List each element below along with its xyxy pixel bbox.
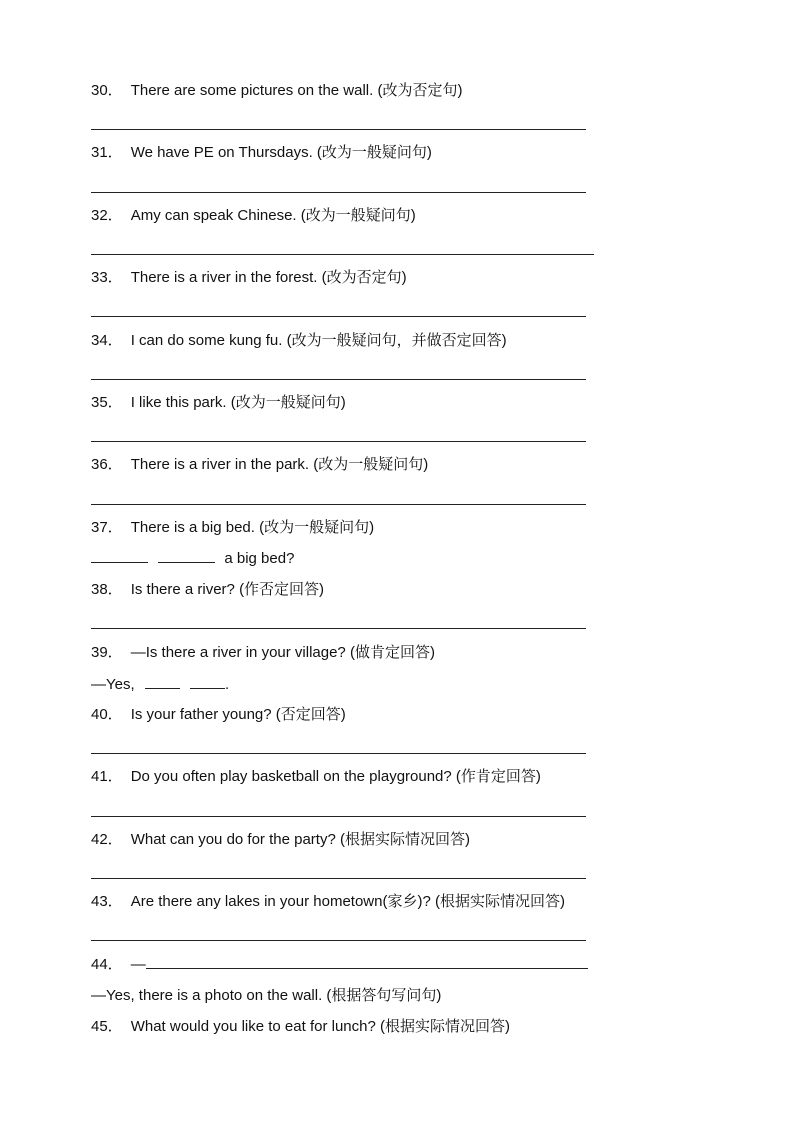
question-number: 37． bbox=[91, 519, 123, 536]
question-text: Is there a river? (作否定回答) bbox=[130, 581, 325, 598]
question-number: 30． bbox=[91, 82, 123, 99]
question-38 bbox=[91, 580, 324, 600]
question-text: — bbox=[130, 956, 146, 973]
answer-line-43[interactable] bbox=[91, 940, 586, 941]
question-number: 31． bbox=[91, 144, 123, 161]
question-41 bbox=[91, 767, 541, 787]
question-36 bbox=[91, 455, 428, 475]
question-number: 40． bbox=[91, 706, 123, 723]
blank-2[interactable] bbox=[158, 561, 215, 563]
question-number: 34． bbox=[91, 332, 123, 349]
question-number: 43． bbox=[91, 893, 123, 910]
reply-row-39 bbox=[91, 675, 229, 695]
question-43 bbox=[91, 892, 565, 912]
question-text: Is your father young? (否定回答) bbox=[130, 706, 346, 723]
answer-line-32[interactable] bbox=[91, 254, 594, 255]
question-text: There are some pictures on the wall. (改为否定句) bbox=[130, 82, 463, 99]
question-40 bbox=[91, 705, 346, 725]
answer-line-36[interactable] bbox=[91, 504, 586, 505]
question-33 bbox=[91, 268, 407, 288]
question-35 bbox=[91, 393, 346, 413]
reply-prefix: —Yes, bbox=[91, 676, 135, 693]
question-number: 44． bbox=[91, 956, 123, 973]
answer-line-34[interactable] bbox=[91, 379, 586, 380]
question-number: 39． bbox=[91, 644, 123, 661]
question-text: What would you like to eat for lunch? (根据实际情况回答) bbox=[130, 1018, 510, 1035]
question-text: We have PE on Thursdays. (改为一般疑问句) bbox=[130, 144, 432, 161]
question-number: 32． bbox=[91, 207, 123, 224]
blank-2[interactable] bbox=[190, 687, 225, 689]
question-number: 38． bbox=[91, 581, 123, 598]
answer-line-30[interactable] bbox=[91, 129, 586, 130]
question-45 bbox=[91, 1017, 510, 1037]
question-number: 35． bbox=[91, 394, 123, 411]
fill-blank-row-37 bbox=[91, 549, 294, 569]
question-30 bbox=[91, 81, 462, 101]
question-text: What can you do for the party? (根据实际情况回答) bbox=[130, 831, 470, 848]
question-blank-44[interactable] bbox=[146, 967, 588, 969]
question-number: 36． bbox=[91, 456, 123, 473]
question-text: Are there any lakes in your hometown(家乡)? (根据实际情况回答) bbox=[130, 893, 565, 910]
question-42 bbox=[91, 830, 470, 850]
question-number: 45． bbox=[91, 1018, 123, 1035]
question-text: —Is there a river in your village? (做肯定回答) bbox=[130, 644, 435, 661]
answer-line-40[interactable] bbox=[91, 753, 586, 754]
answer-line-33[interactable] bbox=[91, 316, 586, 317]
answer-line-31[interactable] bbox=[91, 192, 586, 193]
question-text: There is a river in the park. (改为一般疑问句) bbox=[130, 456, 429, 473]
answer-line-42[interactable] bbox=[91, 878, 586, 879]
question-text: I can do some kung fu. (改为一般疑问句，并做否定回答) bbox=[130, 332, 507, 349]
question-39 bbox=[91, 643, 435, 663]
question-32 bbox=[91, 206, 416, 226]
question-text: I like this park. (改为一般疑问句) bbox=[130, 394, 346, 411]
question-text: Do you often play basketball on the playground? (作肯定回答) bbox=[130, 768, 541, 785]
question-text: There is a big bed. (改为一般疑问句) bbox=[130, 519, 375, 536]
question-number: 42． bbox=[91, 831, 123, 848]
reply-end: . bbox=[224, 676, 230, 693]
answer-line-41[interactable] bbox=[91, 816, 586, 817]
question-44 bbox=[91, 955, 588, 975]
question-31 bbox=[91, 143, 432, 163]
blank-suffix-text: a big bed? bbox=[224, 550, 295, 567]
question-text: Amy can speak Chinese. (改为一般疑问句) bbox=[130, 207, 416, 224]
blank-1[interactable] bbox=[145, 687, 180, 689]
question-text: There is a river in the forest. (改为否定句) bbox=[130, 269, 407, 286]
question-34 bbox=[91, 331, 507, 351]
blank-1[interactable] bbox=[91, 561, 148, 563]
question-number: 33． bbox=[91, 269, 123, 286]
answer-line-35[interactable] bbox=[91, 441, 586, 442]
question-number: 41． bbox=[91, 768, 123, 785]
question-37 bbox=[91, 518, 374, 538]
answer-line-38[interactable] bbox=[91, 628, 586, 629]
reply-44: —Yes, there is a photo on the wall. (根据答句写问句) bbox=[91, 987, 442, 1004]
